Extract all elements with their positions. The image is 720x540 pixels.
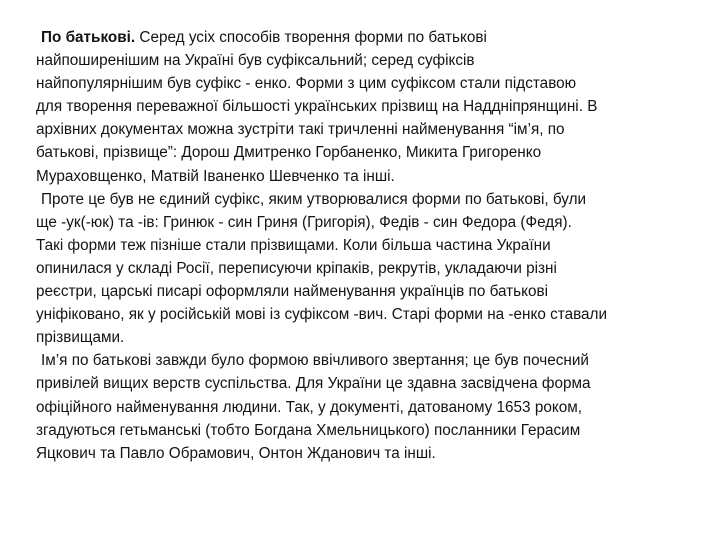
paragraph-3-line-1: Ім’я по батькові завжди було формою ввічливого звертання; це був почесний <box>41 352 589 370</box>
paragraph-2-line-4: опинилася у складі Росії, переписуючи кріпаків, рекрутів, укладаючи різні <box>36 259 557 277</box>
paragraph-2-line-2: ще -ук(-юк) та -ів: Гринюк - син Гриня (Григорія), Федів - син Федора (Федя). <box>36 213 572 231</box>
paragraph-1-line-1 <box>36 26 696 49</box>
paragraph-1-line-5: архівних документах можна зустріти такі тричленні найменування “ім’я, по <box>36 121 565 139</box>
paragraph-1-line-1-text: Серед усіх способів творення форми по батькові <box>135 29 487 46</box>
paragraph-1-line-3: найпопулярнішим був суфікс - енко. Форми з цим суфіксом стали підставою <box>36 75 577 93</box>
paragraph-1-line-4: для творення переважної більшості українських прізвищ на Наддніпрянщині. В <box>36 98 598 116</box>
paragraph-3-line-5: Яцкович та Павло Обрамович, Онтон Жданович та інші. <box>36 444 436 462</box>
paragraph-3-line-2: привілей вищих верств суспільства. Для України це здавна засвідчена форма <box>36 375 591 393</box>
paragraph-1-line-6: батькові, прізвище”: Дорош Дмитренко Горбаненко, Микита Григоренко <box>36 144 542 162</box>
paragraph-2-line-7: прізвищами. <box>36 329 125 347</box>
paragraph-1-line-2: найпоширенішим на Україні був суфіксальний; серед суфіксів <box>36 52 475 70</box>
paragraph-2-line-1: Проте це був не єдиний суфікс, яким утворювалися форми по батькові, були <box>41 190 587 208</box>
text-block <box>36 26 696 465</box>
paragraph-3-line-4: згадуються гетьманські (тобто Богдана Хмельницького) посланники Герасим <box>36 421 581 439</box>
paragraph-2-line-5: реєстри, царські писарі оформляли найменування українців по батькові <box>36 283 549 301</box>
paragraph-2-line-3: Такі форми теж пізніше стали прізвищами. Коли більша частина України <box>36 236 551 254</box>
paragraph-1-heading: По батькові. <box>41 29 136 46</box>
paragraph-3-line-3: офіційного найменування людини. Так, у документі, датованому 1653 роком, <box>36 398 582 416</box>
paragraph-2-line-6: уніфіковано, як у російській мові із суфіксом -вич. Старі форми на -енко ставали <box>36 306 608 324</box>
paragraph-1-line-7: Мураховщенко, Матвій Іваненко Шевченко та інші. <box>36 167 395 185</box>
